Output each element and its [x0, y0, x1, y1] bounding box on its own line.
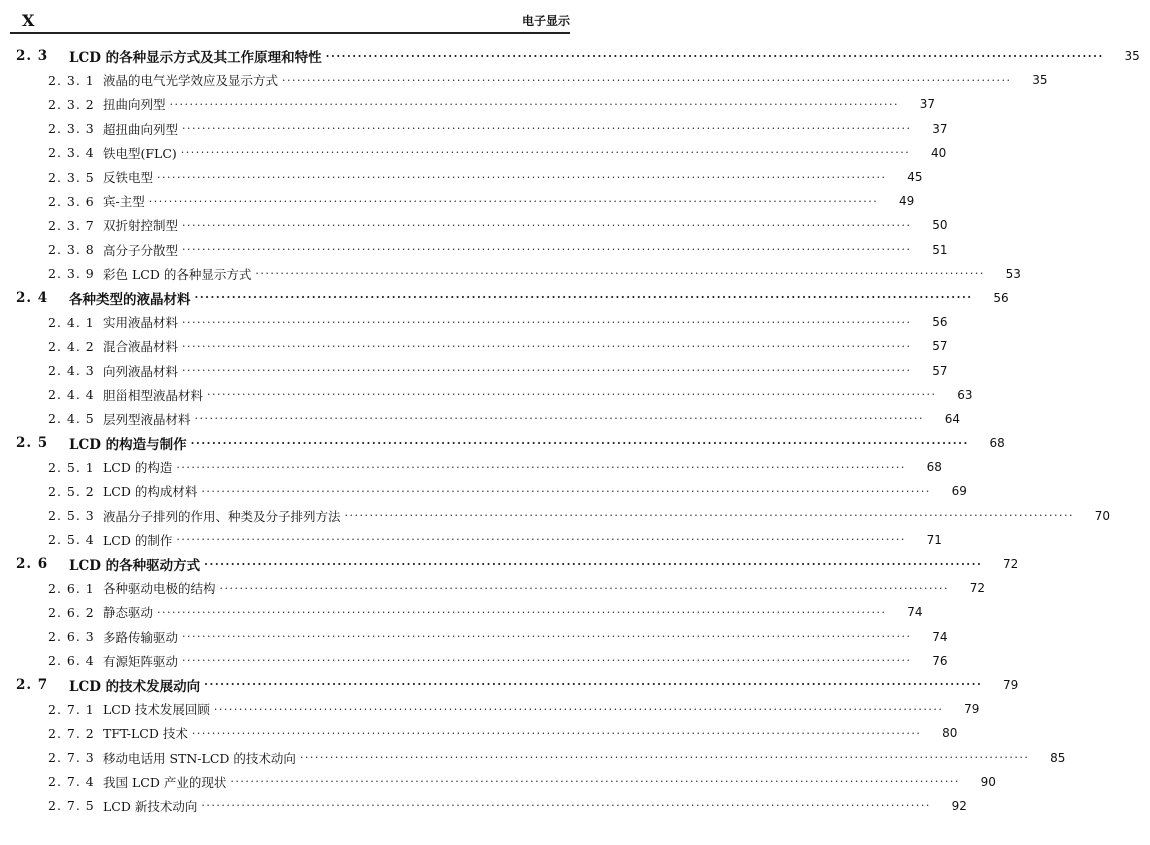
entry-number: 2. 7. 4: [48, 774, 95, 790]
entry-page-number: 63: [957, 387, 973, 402]
entry-page-number: 37: [919, 97, 936, 112]
dot-leader: [157, 171, 887, 184]
entry-number: 2. 7. 3: [48, 750, 95, 766]
entry-page-number: 70: [1094, 508, 1111, 523]
entry-number: 2. 5. 2: [48, 483, 95, 499]
toc-subsection-entry: [0, 528, 942, 552]
entry-number: 2. 7. 5: [48, 798, 95, 814]
entry-number: 2. 3. 3: [48, 121, 95, 137]
entry-page-number: 37: [932, 121, 948, 136]
dot-leader: [182, 654, 912, 667]
entry-title: LCD 的制作: [103, 532, 173, 548]
entry-number: 2. 3. 8: [48, 242, 95, 258]
toc-section-entry: [0, 552, 1019, 576]
toc-subsection-entry: [0, 189, 915, 213]
entry-number: 2. 6. 2: [48, 604, 95, 620]
dot-leader: [230, 775, 960, 788]
toc-subsection-entry: [0, 649, 948, 673]
entry-page-number: 49: [898, 194, 915, 209]
toc-subsection-entry: [0, 455, 942, 479]
toc-subsection-entry: [0, 504, 1111, 528]
toc-subsection-entry: [0, 358, 948, 382]
entry-page-number: 51: [932, 242, 948, 257]
toc-subsection-entry: [0, 141, 947, 165]
dot-leader: [170, 98, 900, 111]
entry-page-number: 56: [993, 290, 1009, 305]
entry-page-number: 57: [932, 339, 948, 354]
entry-title: 胆甾相型液晶材料: [103, 387, 204, 403]
entry-page-number: 35: [1124, 49, 1140, 64]
dot-leader: [176, 461, 906, 474]
dot-leader: [191, 437, 969, 450]
toc-subsection-entry: [0, 117, 948, 141]
dot-leader: [182, 364, 912, 377]
entry-page-number: 40: [931, 145, 947, 160]
toc-subsection-entry: [0, 68, 1048, 92]
dot-leader: [204, 678, 982, 691]
dot-leader: [157, 606, 887, 619]
dot-leader: [182, 122, 912, 135]
dot-leader: [192, 727, 922, 740]
entry-page-number: 35: [1032, 73, 1048, 88]
toc-subsection-entry: [0, 334, 948, 358]
toc-subsection-entry: [0, 213, 948, 237]
entry-page-number: 50: [932, 218, 948, 233]
entry-page-number: 79: [1003, 677, 1019, 692]
entry-page-number: 56: [932, 315, 948, 330]
entry-page-number: 85: [1050, 750, 1066, 765]
toc-subsection-entry: [0, 238, 948, 262]
entry-title: 液晶分子排列的作用、种类及分子排列方法: [103, 508, 341, 524]
entry-title: 反铁电型: [103, 170, 154, 186]
entry-number: 2. 6. 4: [48, 653, 95, 669]
toc-subsection-entry: [0, 794, 967, 818]
entry-number: 2. 3. 4: [48, 145, 95, 161]
entry-title: LCD 的各种显示方式及其工作原理和特性: [69, 50, 322, 67]
entry-title: TFT-LCD 技术: [103, 726, 188, 742]
entry-number: 2. 7. 2: [48, 725, 95, 741]
entry-page-number: 74: [907, 605, 923, 620]
entry-page-number: 76: [932, 653, 948, 668]
dot-leader: [181, 146, 911, 159]
entry-page-number: 68: [926, 460, 942, 475]
entry-title: 双折射控制型: [103, 218, 179, 234]
dot-leader: [195, 412, 925, 425]
entry-title: LCD 的各种驱动方式: [69, 558, 201, 575]
entry-title: LCD 的构造: [103, 460, 173, 476]
dot-leader: [214, 703, 944, 716]
toc-subsection-entry: [0, 479, 967, 503]
entry-number: 2. 6. 3: [48, 629, 95, 645]
book-title: 电子显示: [521, 14, 570, 28]
toc-section-entry: [0, 44, 1140, 68]
entry-page-number: 69: [951, 484, 967, 499]
entry-page-number: 72: [1003, 557, 1019, 572]
entry-number: 2. 3. 2: [48, 96, 95, 112]
entry-title: LCD 的构造与制作: [69, 437, 187, 454]
entry-title: 移动电话用 STN-LCD 的技术动向: [103, 750, 296, 766]
entry-title: LCD 的构成材料: [103, 484, 198, 500]
entry-title: 向列液晶材料: [103, 363, 179, 379]
entry-title: 静态驱动: [103, 605, 154, 621]
entry-title: 多路传输驱动: [103, 629, 179, 645]
entry-title: 我国 LCD 产业的现状: [103, 774, 227, 790]
toc-subsection-entry: [0, 697, 980, 721]
entry-number: 2. 4. 3: [48, 363, 95, 379]
toc-subsection-entry: [0, 262, 1021, 286]
entry-title: 各种驱动电极的结构: [103, 581, 216, 597]
dot-leader: [204, 558, 982, 571]
entry-number: 2. 5. 4: [48, 532, 95, 548]
entry-number: 2. 7: [16, 676, 49, 693]
entry-page-number: 64: [944, 411, 961, 426]
toc-section-entry: [0, 673, 1019, 697]
page-roman-numeral: X: [22, 11, 35, 30]
entry-number: 2. 6: [16, 556, 49, 573]
entry-page-number: 92: [951, 798, 967, 813]
entry-title: 铁电型(FLC): [103, 145, 177, 161]
toc-subsection-entry: [0, 770, 996, 794]
dot-leader: [182, 316, 912, 329]
entry-title: 宾-主型: [103, 194, 145, 210]
dot-leader: [282, 74, 1012, 87]
entry-number: 2. 3. 9: [48, 266, 95, 282]
entry-title: 混合液晶材料: [103, 339, 179, 355]
entry-title: 层列型液晶材料: [103, 411, 191, 427]
entry-page-number: 80: [942, 726, 958, 741]
entry-page-number: 71: [926, 532, 942, 547]
dot-leader: [326, 50, 1104, 63]
dot-leader: [149, 195, 879, 208]
entry-number: 2. 4. 5: [48, 411, 95, 427]
running-header: [10, 6, 570, 34]
entry-page-number: 90: [980, 774, 996, 789]
entry-title: 彩色 LCD 的各种显示方式: [103, 266, 252, 282]
table-of-contents: [0, 44, 1140, 818]
dot-leader: [176, 533, 906, 546]
dot-leader: [220, 582, 950, 595]
toc-subsection-entry: [0, 310, 948, 334]
entry-number: 2. 6. 1: [48, 580, 95, 596]
entry-page-number: 57: [932, 363, 948, 378]
entry-page-number: 79: [964, 702, 980, 717]
entry-number: 2. 4. 2: [48, 338, 95, 354]
dot-leader: [182, 243, 912, 256]
entry-title: 实用液晶材料: [103, 315, 179, 331]
entry-title: LCD 新技术动向: [103, 798, 198, 814]
entry-number: 2. 3. 5: [48, 169, 95, 185]
toc-subsection-entry: [0, 600, 923, 624]
toc-subsection-entry: [0, 576, 986, 600]
toc-subsection-entry: [0, 383, 973, 407]
entry-title: LCD 的技术发展动向: [69, 678, 201, 695]
entry-number: 2. 5: [16, 435, 49, 452]
entry-number: 2. 4: [16, 289, 49, 306]
entry-number: 2. 3. 6: [48, 193, 95, 209]
dot-leader: [201, 799, 931, 812]
toc-section-entry: [0, 431, 1005, 455]
dot-leader: [207, 388, 937, 401]
entry-number: 2. 5. 1: [48, 459, 95, 475]
entry-title: 超扭曲向列型: [103, 121, 179, 137]
dot-leader: [182, 630, 912, 643]
entry-title: 有源矩阵驱动: [103, 653, 179, 669]
entry-page-number: 45: [907, 170, 923, 185]
toc-subsection-entry: [0, 165, 923, 189]
entry-page-number: 68: [989, 436, 1005, 451]
dot-leader: [195, 291, 973, 304]
toc-subsection-entry: [0, 745, 1066, 769]
entry-number: 2. 4. 4: [48, 387, 95, 403]
dot-leader: [201, 485, 931, 498]
entry-title: 高分子分散型: [103, 242, 179, 258]
dot-leader: [182, 219, 912, 232]
toc-subsection-entry: [0, 625, 948, 649]
toc-subsection-entry: [0, 92, 936, 116]
entry-number: 2. 4. 1: [48, 314, 95, 330]
entry-title: 扭曲向列型: [103, 97, 166, 113]
entry-number: 2. 3. 1: [48, 72, 95, 88]
entry-page-number: 53: [1005, 266, 1021, 281]
dot-leader: [345, 509, 1075, 522]
entry-number: 2. 5. 3: [48, 508, 95, 524]
dot-leader: [255, 267, 985, 280]
entry-page-number: 74: [932, 629, 948, 644]
toc-section-entry: [0, 286, 1009, 310]
toc-subsection-entry: [0, 407, 961, 431]
entry-number: 2. 3: [16, 48, 49, 65]
entry-page-number: 72: [969, 581, 986, 596]
entry-title: LCD 技术发展回顾: [103, 702, 210, 718]
dot-leader: [182, 340, 912, 353]
entry-title: 液晶的电气光学效应及显示方式: [103, 73, 279, 89]
entry-number: 2. 7. 1: [48, 701, 95, 717]
entry-title: 各种类型的液晶材料: [69, 291, 191, 308]
entry-number: 2. 3. 7: [48, 217, 95, 233]
dot-leader: [300, 751, 1030, 764]
toc-subsection-entry: [0, 721, 958, 745]
